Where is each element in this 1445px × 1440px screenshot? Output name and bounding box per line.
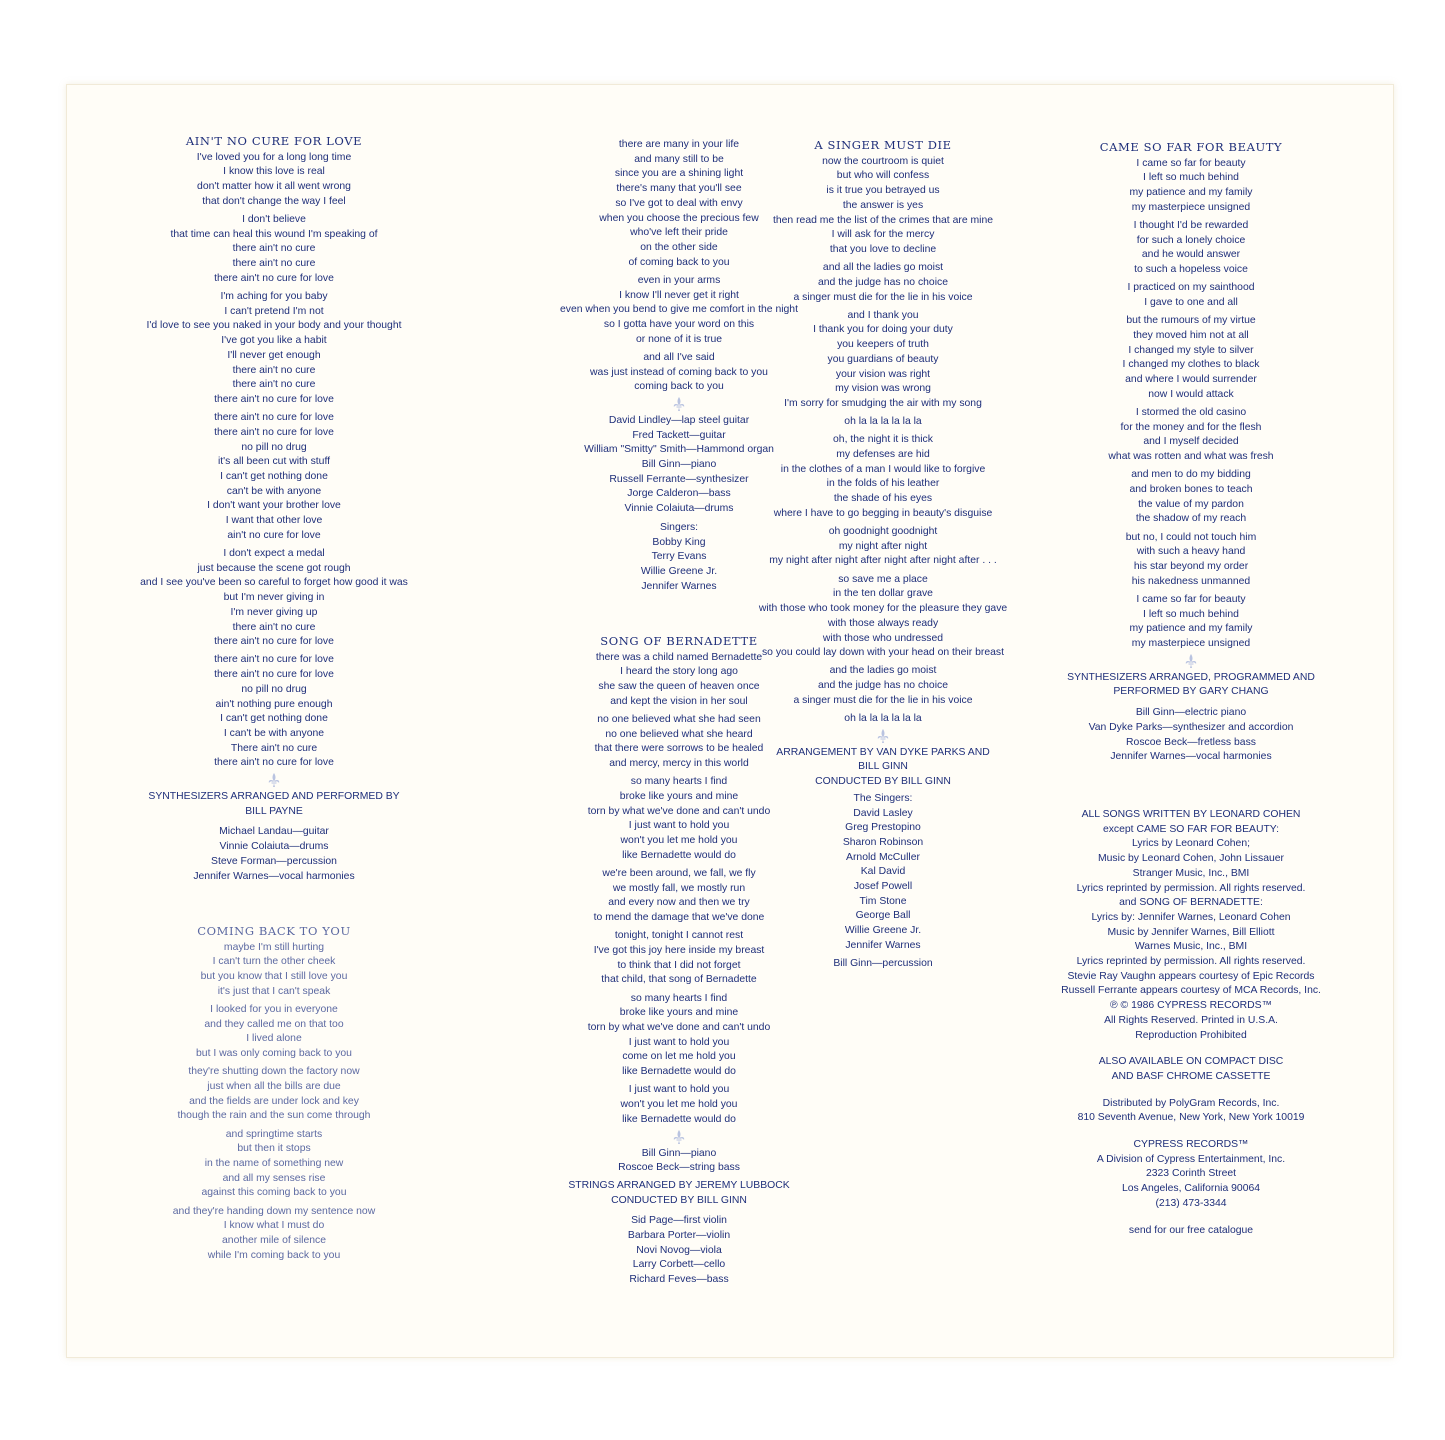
- credit-line: William "Smitty" Smith—Hammond organ: [584, 444, 774, 456]
- lyric-line: and they're handing down my sentence now: [172, 1205, 376, 1217]
- lyric-line: and I see you've been so careful to forget how good it was: [140, 577, 408, 589]
- lyric-line: in the ten dollar grave: [833, 588, 933, 600]
- lyric-line: that child, that song of Bernadette: [601, 974, 757, 986]
- song-title: AIN'T NO CURE FOR LOVE: [185, 134, 363, 148]
- lyric-line: I came so far for beauty: [1136, 593, 1246, 605]
- lyric-line: I don't expect a medal: [223, 547, 325, 559]
- lyric-line: don't matter how it all went wrong: [197, 181, 351, 193]
- lyric-line: I left so much behind: [1143, 172, 1239, 184]
- lyric-line: so I gotta have your word on this: [603, 318, 755, 330]
- lyric-line: won't you let me hold you: [620, 1099, 738, 1111]
- singer-name: Greg Prestopino: [845, 822, 921, 834]
- credit-line: Steve Forman—percussion: [211, 855, 337, 867]
- lyric-line: for the money and for the flesh: [1120, 421, 1262, 433]
- lyric-line: or none of it is true: [635, 333, 723, 345]
- lyric-line: and the fields are under lock and key: [189, 1095, 359, 1107]
- lyric-line: and mercy, mercy in this world: [609, 758, 749, 770]
- lyric-line: I gave to one and all: [1144, 297, 1238, 309]
- lyric-line: and all the ladies go moist: [822, 262, 944, 274]
- singer-name: The Singers:: [853, 792, 913, 804]
- lyric-line: my night after night after night after night after . . .: [769, 555, 997, 567]
- credit-line: Bill Ginn—percussion: [833, 957, 933, 969]
- lyric-line: I changed my clothes to black: [1122, 359, 1260, 371]
- lyric-line: I just want to hold you: [628, 820, 730, 832]
- lyric-line: I don't believe: [242, 214, 306, 226]
- lyric-line: I lived alone: [246, 1033, 302, 1045]
- lyric-line: I thank you for doing your duty: [813, 324, 953, 336]
- credit-line: Bill Ginn—piano: [641, 459, 717, 471]
- lyric-line: my masterpiece unsigned: [1131, 201, 1251, 213]
- lyric-line: like Bernadette would do: [622, 1066, 736, 1078]
- lyric-line: no pill no drug: [241, 683, 307, 695]
- lyric-line: coming back to you: [634, 381, 724, 393]
- lyric-line: I can't turn the other cheek: [212, 956, 336, 968]
- credit-line: Novi Novog—viola: [636, 1244, 722, 1256]
- lyric-line: I know I'll never get it right: [619, 289, 739, 301]
- credit-line: Roscoe Beck—string bass: [618, 1162, 740, 1174]
- lyric-line: who've left their pride: [630, 227, 728, 239]
- lyric-line: torn by what we've done and can't undo: [587, 1022, 771, 1034]
- legal-line: Russell Ferrante appears courtesy of MCA Records, Inc.: [1061, 985, 1321, 997]
- lyric-line: there ain't no cure for love: [214, 412, 334, 424]
- lyric-line: there ain't no cure: [232, 243, 316, 255]
- lyric-line: with those always ready: [827, 617, 939, 629]
- credit-heading: STRINGS ARRANGED BY JEREMY LUBBOCK: [568, 1179, 790, 1191]
- lyric-line: my patience and my family: [1129, 623, 1253, 635]
- lyric-line: though the rain and the sun come through: [177, 1110, 371, 1122]
- lyric-line: oh goodnight goodnight: [828, 526, 938, 538]
- legal-line: and SONG OF BERNADETTE:: [1119, 897, 1263, 909]
- lyric-line: I can't get nothing done: [220, 470, 328, 482]
- lyric-line: with those who took money for the pleasure they gave: [758, 603, 1008, 615]
- lyric-line: that there were sorrows to be healed: [594, 743, 764, 755]
- lyric-line: I changed my style to silver: [1128, 344, 1254, 356]
- lyric-line: I've got you like a habit: [221, 335, 327, 347]
- legal-line: Warnes Music, Inc., BMI: [1134, 941, 1248, 953]
- credit-heading: CONDUCTED BY BILL GINN: [815, 776, 951, 788]
- lyric-line: I'm sorry for smudging the air with my song: [784, 397, 982, 409]
- lyric-line: in the name of something new: [204, 1158, 344, 1170]
- lyric-line: the shade of his eyes: [833, 493, 933, 505]
- lyric-line: there was a child named Bernadette: [595, 651, 763, 663]
- lyric-line: there ain't no cure for love: [214, 636, 334, 648]
- lyric-line: in the clothes of a man I would like to forgive: [780, 463, 986, 475]
- lyric-line: and kept the vision in her soul: [610, 695, 748, 707]
- lyric-line: so you could lay down with your head on their breast: [761, 647, 1004, 659]
- lyric-line: but I was only coming back to you: [196, 1048, 352, 1060]
- fleur-de-lis-icon: [268, 773, 280, 787]
- lyric-line: now I would attack: [1148, 388, 1234, 400]
- lyric-line: and the judge has no choice: [818, 276, 948, 288]
- lyric-line: I've got this joy here inside my breast: [593, 945, 765, 957]
- credit-heading: ARRANGEMENT BY VAN DYKE PARKS AND: [776, 746, 990, 758]
- lyric-line: we're been around, we fall, we fly: [602, 868, 756, 880]
- lyric-line: and the ladies go moist: [829, 665, 937, 677]
- legal-line: AND BASF CHROME CASSETTE: [1111, 1070, 1271, 1082]
- credit-line: Jennifer Warnes—vocal harmonies: [1110, 751, 1272, 763]
- lyric-line: my night after night: [838, 540, 928, 552]
- song-title: COMING BACK TO YOU: [197, 924, 351, 938]
- lyric-line: another mile of silence: [222, 1235, 326, 1247]
- singer-name: David Lasley: [853, 807, 913, 819]
- lyric-line: to think that I did not forget: [617, 959, 741, 971]
- singer-name: Jennifer Warnes: [641, 580, 717, 592]
- lyric-line: can't be with anyone: [226, 485, 322, 497]
- credit-heading: BILL PAYNE: [245, 805, 303, 817]
- lyric-line: I came so far for beauty: [1136, 157, 1246, 169]
- lyric-line: and I thank you: [847, 309, 919, 321]
- singer-name: George Ball: [855, 910, 911, 922]
- lyric-line: ain't no cure for love: [227, 529, 321, 541]
- lyric-line: when you choose the precious few: [599, 212, 759, 224]
- lyric-line: like Bernadette would do: [622, 1113, 736, 1125]
- lyric-line: and springtime starts: [225, 1128, 323, 1140]
- singer-name: Willie Greene Jr.: [844, 925, 922, 937]
- lyric-line: they're shutting down the factory now: [188, 1066, 360, 1078]
- lyric-line: I don't want your brother love: [207, 500, 341, 512]
- lyric-line: my patience and my family: [1129, 187, 1253, 199]
- lyric-line: oh la la la la la la: [844, 416, 922, 428]
- legal-line: Lyrics reprinted by permission. All rights reserved.: [1076, 882, 1306, 894]
- lyric-line: I can't pretend I'm not: [224, 305, 324, 317]
- lyric-line: since you are a shining light: [614, 168, 744, 180]
- lyric-line: I will ask for the mercy: [831, 229, 935, 241]
- lyric-line: and they called me on that too: [204, 1018, 344, 1030]
- lyric-line: and broken bones to teach: [1129, 483, 1253, 495]
- singer-name: Terry Evans: [651, 551, 707, 563]
- lyric-line: there ain't no cure for love: [214, 272, 334, 284]
- song-title: CAME SO FAR FOR BEAUTY: [1099, 140, 1283, 154]
- lyric-line: so many hearts I find: [630, 776, 728, 788]
- lyric-line: I'll never get enough: [227, 349, 321, 361]
- legal-line: Distributed by PolyGram Records, Inc.: [1102, 1097, 1280, 1109]
- lyric-line: I thought I'd be rewarded: [1133, 220, 1249, 232]
- legal-line: except CAME SO FAR FOR BEAUTY:: [1102, 823, 1280, 835]
- lyric-line: your vision was right: [835, 368, 931, 380]
- lyric-line: just because the scene got rough: [197, 562, 351, 574]
- lyric-line: his nakedness unmanned: [1131, 575, 1251, 587]
- legal-line: ALSO AVAILABLE ON COMPACT DISC: [1098, 1056, 1284, 1068]
- lyric-line: I can't be with anyone: [223, 727, 325, 739]
- lyric-line: there ain't no cure: [232, 621, 316, 633]
- lyric-line: I just want to hold you: [628, 1036, 730, 1048]
- legal-line: Music by Leonard Cohen, John Lissauer: [1098, 853, 1284, 865]
- lyric-line: a singer must die for the lie in his voice: [793, 291, 973, 303]
- lyric-line: against this coming back to you: [201, 1187, 347, 1199]
- song-title: SONG OF BERNADETTE: [600, 634, 758, 648]
- legal-line: Stranger Music, Inc., BMI: [1132, 867, 1250, 879]
- lyric-line: and every now and then we try: [608, 897, 750, 909]
- lyric-line: with such a heavy hand: [1136, 546, 1246, 558]
- a-singer-must-die-section: [740, 138, 1026, 971]
- lyric-line: I heard the story long ago: [620, 666, 738, 678]
- lyric-line: with those who undressed: [822, 632, 944, 644]
- lyric-line: there ain't no cure for love: [214, 426, 334, 438]
- lyric-line: no pill no drug: [241, 441, 307, 453]
- credit-line: Jorge Calderon—bass: [627, 488, 731, 500]
- lyric-line: to mend the damage that we've done: [593, 912, 765, 924]
- lyric-line: but I'm never giving in: [223, 592, 325, 604]
- lyric-line: my masterpiece unsigned: [1131, 638, 1251, 649]
- credit-line: Michael Landau—guitar: [219, 826, 329, 838]
- lyric-line: there are many in your life: [618, 139, 740, 150]
- legal-line: All Rights Reserved. Printed in U.S.A.: [1104, 1014, 1278, 1026]
- credit-line: Bill Ginn—electric piano: [1135, 707, 1247, 719]
- lyric-line: my vision was wrong: [835, 383, 931, 395]
- lyric-line: it's just that I can't speak: [217, 985, 331, 997]
- lyric-line: I left so much behind: [1143, 608, 1239, 620]
- lyric-line: broke like yours and mine: [619, 791, 739, 803]
- credit-line: Richard Feves—bass: [629, 1274, 729, 1286]
- lyric-line: no one believed what she had seen: [597, 714, 761, 726]
- lyric-line: I stormed the old casino: [1135, 406, 1247, 418]
- lyric-line: you keepers of truth: [837, 339, 929, 351]
- legal-line: send for our free catalogue: [1128, 1224, 1254, 1236]
- lyric-line: and many still to be: [634, 153, 724, 165]
- singer-name: Sharon Robinson: [842, 836, 924, 848]
- lyric-line: my defenses are hid: [836, 449, 930, 461]
- lyric-line: even in your arms: [637, 274, 721, 286]
- lyric-line: just when all the bills are due: [207, 1081, 341, 1093]
- lyric-line: I practiced on my sainthood: [1127, 282, 1255, 294]
- singer-name: Singers:: [659, 521, 699, 533]
- legal-line: Lyrics by: Jennifer Warnes, Leonard Cohen: [1091, 911, 1291, 923]
- lyric-line: but who will confess: [836, 170, 930, 182]
- lyric-line: I'd love to see you naked in your body and your thought: [146, 320, 402, 332]
- credit-heading: SYNTHESIZERS ARRANGED AND PERFORMED BY: [148, 791, 400, 803]
- lyric-line: I just want to hold you: [628, 1084, 730, 1096]
- lyric-line: so I've got to deal with envy: [615, 197, 743, 209]
- lyric-line: I know this love is real: [223, 166, 325, 178]
- lyric-line: oh, the night it is thick: [833, 434, 933, 446]
- singer-name: Bobby King: [652, 536, 706, 548]
- credit-line: Vinnie Colaiuta—drums: [624, 503, 734, 515]
- credit-line: Jennifer Warnes—vocal harmonies: [193, 870, 355, 882]
- lyric-line: tonight, tonight I cannot rest: [614, 930, 744, 942]
- lyric-line: there ain't no cure for love: [214, 757, 334, 769]
- lyric-line: a singer must die for the lie in his voice: [793, 694, 973, 706]
- singer-name: Josef Powell: [853, 881, 913, 893]
- lyric-line: I can't get nothing done: [220, 713, 328, 725]
- lyric-line: no one believed what she heard: [605, 728, 753, 740]
- legal-line: CYPRESS RECORDS™: [1133, 1139, 1249, 1151]
- lyric-line: in the folds of his leather: [826, 478, 940, 490]
- lyric-line: I know what I must do: [223, 1220, 325, 1232]
- lyric-line: I've loved you for a long long time: [196, 151, 352, 163]
- coming-back-to-you-section: [66, 924, 482, 1263]
- lyric-line: that you love to decline: [829, 243, 937, 255]
- song-title: A SINGER MUST DIE: [814, 138, 952, 152]
- lyric-line: what was rotten and what was fresh: [1108, 451, 1274, 463]
- fleur-de-lis-icon: [673, 1130, 685, 1144]
- singer-name: Tim Stone: [859, 895, 907, 907]
- legal-line: Los Angeles, California 90064: [1121, 1183, 1261, 1195]
- lyric-line: I'm never giving up: [230, 606, 318, 618]
- lyric-line: then read me the list of the crimes that are mine: [772, 214, 994, 226]
- lyric-line: the answer is yes: [842, 199, 924, 211]
- lyric-line: oh la la la la la la: [844, 713, 922, 725]
- legal-credits-section: [1052, 808, 1330, 1238]
- lyric-line: is it true you betrayed us: [826, 185, 940, 197]
- lyric-line: maybe I'm still hurting: [223, 941, 325, 953]
- lyric-line: come on let me hold you: [622, 1051, 736, 1063]
- legal-line: Lyrics reprinted by permission. All rights reserved.: [1076, 956, 1306, 968]
- legal-line: ALL SONGS WRITTEN BY LEONARD COHEN: [1081, 809, 1301, 820]
- lyric-line: and I myself decided: [1143, 436, 1239, 448]
- lyric-line: to such a hopeless voice: [1134, 264, 1248, 276]
- credit-line: Vinnie Colaiuta—drums: [219, 841, 329, 853]
- lyric-line: and all my senses rise: [222, 1172, 326, 1184]
- lyric-line: I'm aching for you baby: [220, 291, 328, 303]
- lyric-line: that don't change the way I feel: [202, 195, 346, 207]
- credit-line: David Lindley—lap steel guitar: [608, 414, 750, 426]
- credit-line: Sid Page—first violin: [631, 1215, 727, 1227]
- lyric-line: there ain't no cure for love: [214, 654, 334, 666]
- fleur-de-lis-icon: [1185, 654, 1197, 668]
- lyric-line: while I'm coming back to you: [207, 1249, 341, 1261]
- credit-line: Van Dyke Parks—synthesizer and accordion: [1088, 721, 1294, 733]
- lyric-line: but then it stops: [237, 1143, 311, 1155]
- credit-heading: CONDUCTED BY BILL GINN: [611, 1194, 747, 1206]
- liner-notes-sheet: [66, 84, 1394, 1358]
- singer-name: Arnold McCuller: [846, 851, 920, 863]
- singer-name: Willie Greene Jr.: [640, 565, 718, 577]
- lyric-line: that time can heal this wound I'm speaking of: [170, 228, 378, 240]
- lyric-line: there ain't no cure for love: [214, 393, 334, 405]
- lyric-line: of coming back to you: [628, 256, 730, 268]
- legal-line: ℗ © 1986 CYPRESS RECORDS™: [1110, 1000, 1272, 1012]
- legal-line: 2323 Corinth Street: [1145, 1168, 1237, 1180]
- singer-name: Kal David: [860, 866, 906, 878]
- lyric-line: she saw the queen of heaven once: [598, 681, 760, 693]
- lyric-line: was just instead of coming back to you: [590, 366, 768, 378]
- lyric-line: it's all been cut with stuff: [217, 456, 331, 468]
- lyric-line: but you know that I still love you: [200, 971, 348, 983]
- lyric-line: and the judge has no choice: [818, 680, 948, 692]
- lyric-line: and all I've said: [643, 351, 715, 363]
- lyric-line: won't you let me hold you: [620, 835, 738, 847]
- lyric-line: so many hearts I find: [630, 992, 728, 1004]
- lyric-line: There ain't no cure: [230, 742, 318, 754]
- lyric-line: now the courtroom is quiet: [822, 155, 944, 167]
- legal-line: 810 Seventh Avenue, New York, New York 10019: [1077, 1112, 1305, 1124]
- lyric-line: there ain't no cure: [232, 364, 316, 376]
- lyric-line: and men to do my bidding: [1131, 469, 1251, 481]
- lyric-line: we mostly fall, we mostly run: [612, 882, 746, 894]
- lyric-line: the shadow of my reach: [1135, 513, 1247, 525]
- lyric-line: there ain't no cure for love: [214, 669, 334, 681]
- legal-line: (213) 473-3344: [1155, 1197, 1227, 1209]
- lyric-line: I looked for you in everyone: [210, 1004, 338, 1016]
- credit-line: Fred Tackett—guitar: [632, 429, 726, 441]
- singer-name: Jennifer Warnes: [845, 939, 921, 951]
- lyric-line: the value of my pardon: [1138, 498, 1244, 510]
- came-so-far-for-beauty-section: [1052, 140, 1330, 765]
- lyric-line: and he would answer: [1141, 249, 1241, 261]
- aint-no-cure-section: [66, 134, 482, 884]
- legal-line: Music by Jennifer Warnes, Bill Elliott: [1107, 926, 1275, 938]
- lyric-line: so save me a place: [838, 573, 928, 585]
- legal-line: Lyrics by Leonard Cohen;: [1131, 838, 1251, 850]
- lyric-line: there's many that you'll see: [616, 183, 742, 195]
- credit-line: Russell Ferrante—synthesizer: [609, 473, 749, 485]
- credit-line: Bill Ginn—piano: [641, 1147, 717, 1159]
- lyric-line: even when you bend to give me comfort in the night: [560, 304, 798, 316]
- lyric-line: like Bernadette would do: [622, 849, 736, 861]
- lyric-line: for such a lonely choice: [1136, 234, 1246, 246]
- fleur-de-lis-icon: [673, 397, 685, 411]
- credit-heading: SYNTHESIZERS ARRANGED, PROGRAMMED AND: [1067, 671, 1315, 683]
- legal-line: Reproduction Prohibited: [1135, 1029, 1247, 1041]
- credit-line: Larry Corbett—cello: [632, 1259, 726, 1271]
- legal-line: Stevie Ray Vaughn appears courtesy of Epic Records: [1067, 970, 1315, 982]
- fleur-de-lis-icon: [877, 729, 889, 743]
- lyric-line: I want that other love: [225, 515, 323, 527]
- lyric-line: there ain't no cure: [232, 379, 316, 391]
- credit-line: Roscoe Beck—fretless bass: [1126, 736, 1256, 748]
- lyric-line: they moved him not at all: [1133, 329, 1249, 341]
- lyric-line: where I have to go begging in beauty's disguise: [773, 507, 993, 519]
- lyric-line: torn by what we've done and can't undo: [587, 805, 771, 817]
- lyric-line: there ain't no cure: [232, 258, 316, 270]
- lyric-line: ain't nothing pure enough: [215, 698, 333, 710]
- credit-heading: BILL GINN: [858, 761, 908, 773]
- lyric-line: broke like yours and mine: [619, 1007, 739, 1019]
- lyric-line: you guardians of beauty: [827, 353, 939, 365]
- lyric-line: on the other side: [640, 241, 718, 253]
- lyric-line: his star beyond my order: [1133, 560, 1249, 572]
- lyric-line: and where I would surrender: [1125, 374, 1257, 386]
- lyric-line: but the rumours of my virtue: [1126, 315, 1256, 327]
- credit-line: Barbara Porter—violin: [627, 1230, 731, 1242]
- lyric-line: but no, I could not touch him: [1125, 531, 1257, 543]
- legal-line: A Division of Cypress Entertainment, Inc.: [1096, 1153, 1286, 1165]
- credit-heading: PERFORMED BY GARY CHANG: [1113, 686, 1269, 698]
